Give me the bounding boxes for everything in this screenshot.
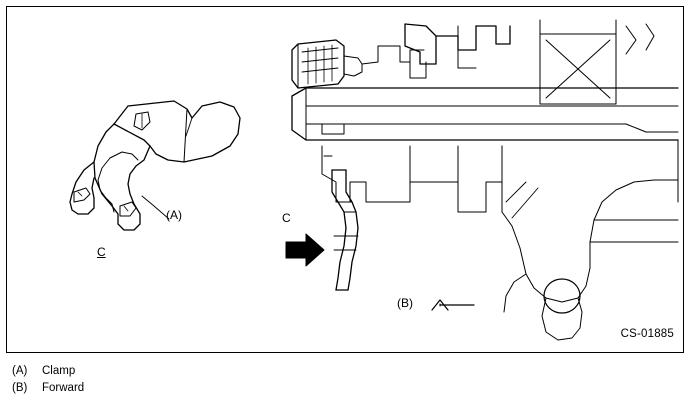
legend-value: Forward bbox=[42, 382, 85, 394]
callout-c-right: C bbox=[282, 211, 291, 225]
callout-b: (B) bbox=[397, 296, 413, 310]
pedal-bracket-assembly bbox=[292, 20, 678, 340]
callout-a: (A) bbox=[166, 208, 182, 222]
drawing-code: CS-01885 bbox=[620, 328, 674, 340]
solid-arrow-icon bbox=[286, 234, 324, 266]
legend-key: (A) bbox=[12, 365, 28, 377]
clamp-part bbox=[70, 101, 240, 230]
forward-arrow-icon bbox=[432, 300, 474, 310]
callout-c-left: C bbox=[97, 245, 106, 259]
technical-illustration bbox=[6, 6, 684, 353]
list-item bbox=[12, 363, 412, 380]
legend-value: Clamp bbox=[42, 365, 76, 377]
legend bbox=[12, 363, 412, 397]
list-item bbox=[12, 380, 412, 397]
legend-key: (B) bbox=[12, 382, 28, 394]
wire-connector bbox=[292, 40, 362, 88]
